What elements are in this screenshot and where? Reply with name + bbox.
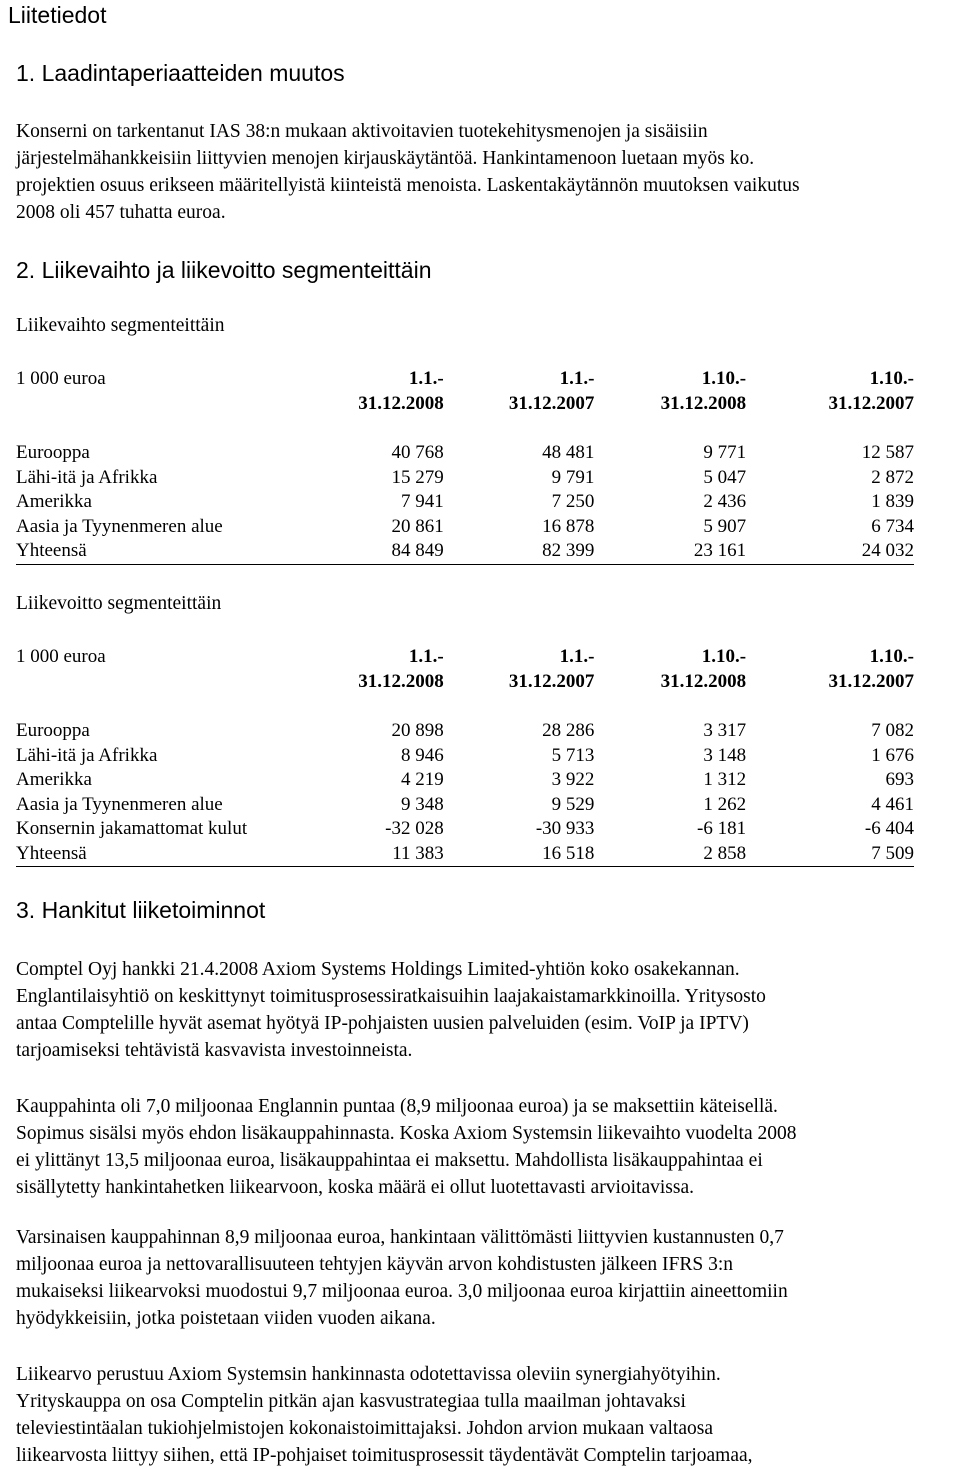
- table-cell: 5 907: [703, 515, 747, 537]
- table-cell: 20 861: [391, 515, 444, 537]
- row-label: Konsernin jakamattomat kulut: [16, 818, 248, 840]
- row-label: Aasia ja Tyynenmeren alue: [16, 515, 223, 537]
- column-header: 31.12.2007: [508, 670, 595, 692]
- paragraph-line: Yrityskauppa on osa Comptelin pitkän ajan kasvustrategiaa tulla maailman johtavaksi: [16, 1391, 686, 1412]
- table-cell: 9 348: [401, 793, 444, 815]
- table-cell: 4 219: [401, 769, 444, 791]
- revenue-table-title: Liikevaihto segmenteittäin: [16, 315, 225, 336]
- table-row: [16, 490, 914, 515]
- table-cell: 12 587: [861, 442, 914, 464]
- section-3-paragraph: [16, 1093, 797, 1201]
- column-header: 31.12.2008: [358, 670, 444, 692]
- table-cell: 20 898: [391, 720, 444, 742]
- table-cell: 1 262: [703, 793, 747, 815]
- table-total-row: [16, 842, 914, 867]
- unit-label: 1 000 euroa: [16, 646, 106, 667]
- row-label: Eurooppa: [16, 720, 90, 742]
- table-cell: 23 161: [594, 539, 746, 564]
- table-cell: 5 047: [703, 466, 747, 488]
- revenue-by-segment-table: [16, 367, 914, 565]
- paragraph-line: sisällytetty hankintahetken liikearvoon, koska määrä ei ollut luotettavasti arvioitavissa.: [16, 1177, 694, 1198]
- table-cell: 11 383: [289, 842, 444, 867]
- table-row: [16, 743, 914, 768]
- table-header-row: [16, 645, 914, 670]
- table-row: [16, 793, 914, 818]
- column-header: 31.12.2007: [828, 392, 914, 414]
- paragraph-line: Comptel Oyj hankki 21.4.2008 Axiom Systems Holdings Limited-yhtiön koko osakekannan.: [16, 959, 740, 980]
- column-header: 31.12.2007: [828, 670, 914, 692]
- table-cell: 3 922: [551, 769, 595, 791]
- table-cell: 2 858: [594, 842, 746, 867]
- table-row: [16, 465, 914, 490]
- table-cell: 5 713: [551, 744, 595, 766]
- paragraph-line: Sopimus sisälsi myös ehdon lisäkauppahinnasta. Koska Axiom Systemsin liikevaihto vuodelta 2008: [16, 1123, 797, 1144]
- column-header: 1.1.-: [408, 368, 444, 389]
- profit-table-title: Liikevoitto segmenteittäin: [16, 593, 222, 614]
- table-row: [16, 817, 914, 842]
- table-cell: 7 941: [401, 491, 444, 513]
- table-cell: -6 181: [697, 818, 747, 840]
- paragraph-line: liikearvosta liittyy siihen, että IP-pohjaiset toimitusprosessit täydentävät Comptelin tarjoamaa,: [16, 1445, 753, 1466]
- table-cell: 3 317: [703, 720, 747, 742]
- section-2-heading: 2. Liikevaihto ja liikevoitto segmenteittäin: [16, 257, 432, 283]
- paragraph-line: ei ylittänyt 13,5 miljoonaa euroa, lisäkauppahintaa ei maksettu. Mahdollista lisäkauppahintaa ei: [16, 1150, 763, 1171]
- unit-label: 1 000 euroa: [16, 368, 106, 389]
- table-cell: 2 436: [703, 491, 747, 513]
- column-header: 1.1.-: [408, 646, 444, 667]
- table-cell: 16 518: [444, 842, 595, 867]
- table-cell: 9 771: [703, 442, 747, 464]
- table-cell: -32 028: [385, 818, 444, 840]
- table-cell: 84 849: [289, 539, 444, 564]
- column-header: 31.12.2008: [358, 392, 444, 414]
- paragraph-line: Konserni on tarkentanut IAS 38:n mukaan aktivoitavien tuotekehitysmenojen ja sisäisiin: [16, 121, 708, 142]
- table-cell: 16 878: [542, 515, 595, 537]
- table-cell: 9 791: [551, 466, 595, 488]
- table-cell: 7 082: [871, 720, 914, 742]
- table-row: [16, 441, 914, 466]
- table-cell: 9 529: [551, 793, 595, 815]
- table-cell: 1 676: [871, 744, 914, 766]
- document-title: Liitetiedot: [8, 2, 107, 28]
- table-cell: -30 933: [535, 818, 595, 840]
- table-cell: 7 250: [551, 491, 595, 513]
- paragraph-line: televiestintäalan tukiohjelmistojen kokonaistoimittajaksi. Johdon arvion mukaan valtaosa: [16, 1418, 713, 1439]
- table-row: [16, 719, 914, 744]
- column-header: 1.10.-: [701, 368, 747, 389]
- paragraph-line: miljoonaa euroa ja nettovarallisuuteen tehtyjen käyvän arvon kohdistusten jälkeen IFRS 3:n: [16, 1254, 733, 1275]
- table-cell: -6 404: [864, 818, 914, 840]
- row-label: Yhteensä: [16, 539, 289, 564]
- table-header-row: [16, 367, 914, 392]
- paragraph-line: projektien osuus erikseen määritellyistä kiinteistä menoista. Laskentakäytännön muutoksen vaikutus: [16, 175, 800, 196]
- paragraph-line: 2008 oli 457 tuhatta euroa.: [16, 202, 226, 223]
- section-1-paragraph: [16, 118, 800, 226]
- paragraph-line: Varsinaisen kauppahinnan 8,9 miljoonaa euroa, hankintaan välittömästi liittyvien kustannusten 0,7: [16, 1227, 784, 1248]
- table-cell: 7 509: [746, 842, 914, 867]
- paragraph-line: Kauppahinta oli 7,0 miljoonaa Englannin puntaa (8,9 miljoonaa euroa) ja se maksettiin käteisellä.: [16, 1096, 778, 1117]
- row-label: Aasia ja Tyynenmeren alue: [16, 793, 223, 815]
- column-header: 31.12.2008: [660, 392, 747, 414]
- table-cell: 1 312: [703, 769, 747, 791]
- column-header: 1.10.-: [869, 368, 914, 389]
- column-header: 31.12.2008: [660, 670, 747, 692]
- column-header: 1.10.-: [869, 646, 914, 667]
- column-header: 1.1.-: [559, 646, 595, 667]
- row-label: Amerikka: [16, 491, 92, 513]
- table-cell: 48 481: [542, 442, 595, 464]
- section-1-heading: 1. Laadintaperiaatteiden muutos: [16, 60, 345, 86]
- table-cell: 24 032: [746, 539, 914, 564]
- row-label: Lähi-itä ja Afrikka: [16, 744, 158, 766]
- section-3-paragraph: [16, 1361, 753, 1469]
- row-label: Amerikka: [16, 769, 92, 791]
- column-header: 1.10.-: [701, 646, 747, 667]
- table-cell: 8 946: [401, 744, 444, 766]
- table-cell: 693: [885, 769, 914, 791]
- column-header: 31.12.2007: [508, 392, 595, 414]
- row-label: Yhteensä: [16, 842, 289, 867]
- table-cell: 15 279: [391, 466, 444, 488]
- paragraph-line: tarjoamiseksi tehtävistä kasvavista investoinneista.: [16, 1040, 413, 1061]
- section-3-paragraph: [16, 956, 766, 1064]
- table-cell: 1 839: [871, 491, 914, 513]
- table-cell: 82 399: [444, 539, 595, 564]
- table-row: [16, 515, 914, 540]
- paragraph-line: antaa Comptelille hyvät asemat hyötyä IP-pohjaisten uusien palveluiden (esim. VoIP ja IPTV): [16, 1013, 749, 1034]
- column-header: 1.1.-: [559, 368, 595, 389]
- table-cell: 40 768: [391, 442, 444, 464]
- row-label: Lähi-itä ja Afrikka: [16, 466, 158, 488]
- paragraph-line: hyödykkeisiin, jotka poistetaan viiden vuoden aikana.: [16, 1308, 436, 1329]
- paragraph-line: mukaiseksi liikearvoksi muodostui 9,7 miljoonaa euroa. 3,0 miljoonaa euroa kirjattiin aineettomiin: [16, 1281, 788, 1302]
- table-total-row: [16, 539, 914, 564]
- paragraph-line: Englantilaisyhtiö on keskittynyt toimitusprosessiratkaisuihin laajakaistamarkkinoilla. Yritysosto: [16, 986, 766, 1007]
- section-3-heading: 3. Hankitut liiketoiminnot: [16, 897, 266, 923]
- table-row: [16, 768, 914, 793]
- table-cell: 2 872: [871, 466, 914, 488]
- section-3-paragraph: [16, 1224, 788, 1332]
- table-cell: 28 286: [542, 720, 595, 742]
- table-cell: 3 148: [703, 744, 747, 766]
- row-label: Eurooppa: [16, 442, 90, 464]
- table-cell: 6 734: [871, 515, 914, 537]
- profit-by-segment-table: [16, 645, 914, 867]
- paragraph-line: Liikearvo perustuu Axiom Systemsin hankinnasta odotettavissa oleviin synergiahyötyihin.: [16, 1364, 721, 1385]
- table-cell: 4 461: [871, 793, 914, 815]
- paragraph-line: järjestelmähankkeisiin liittyvien menojen kirjauskäytäntöä. Hankintamenoon luetaan myös ko.: [16, 148, 755, 169]
